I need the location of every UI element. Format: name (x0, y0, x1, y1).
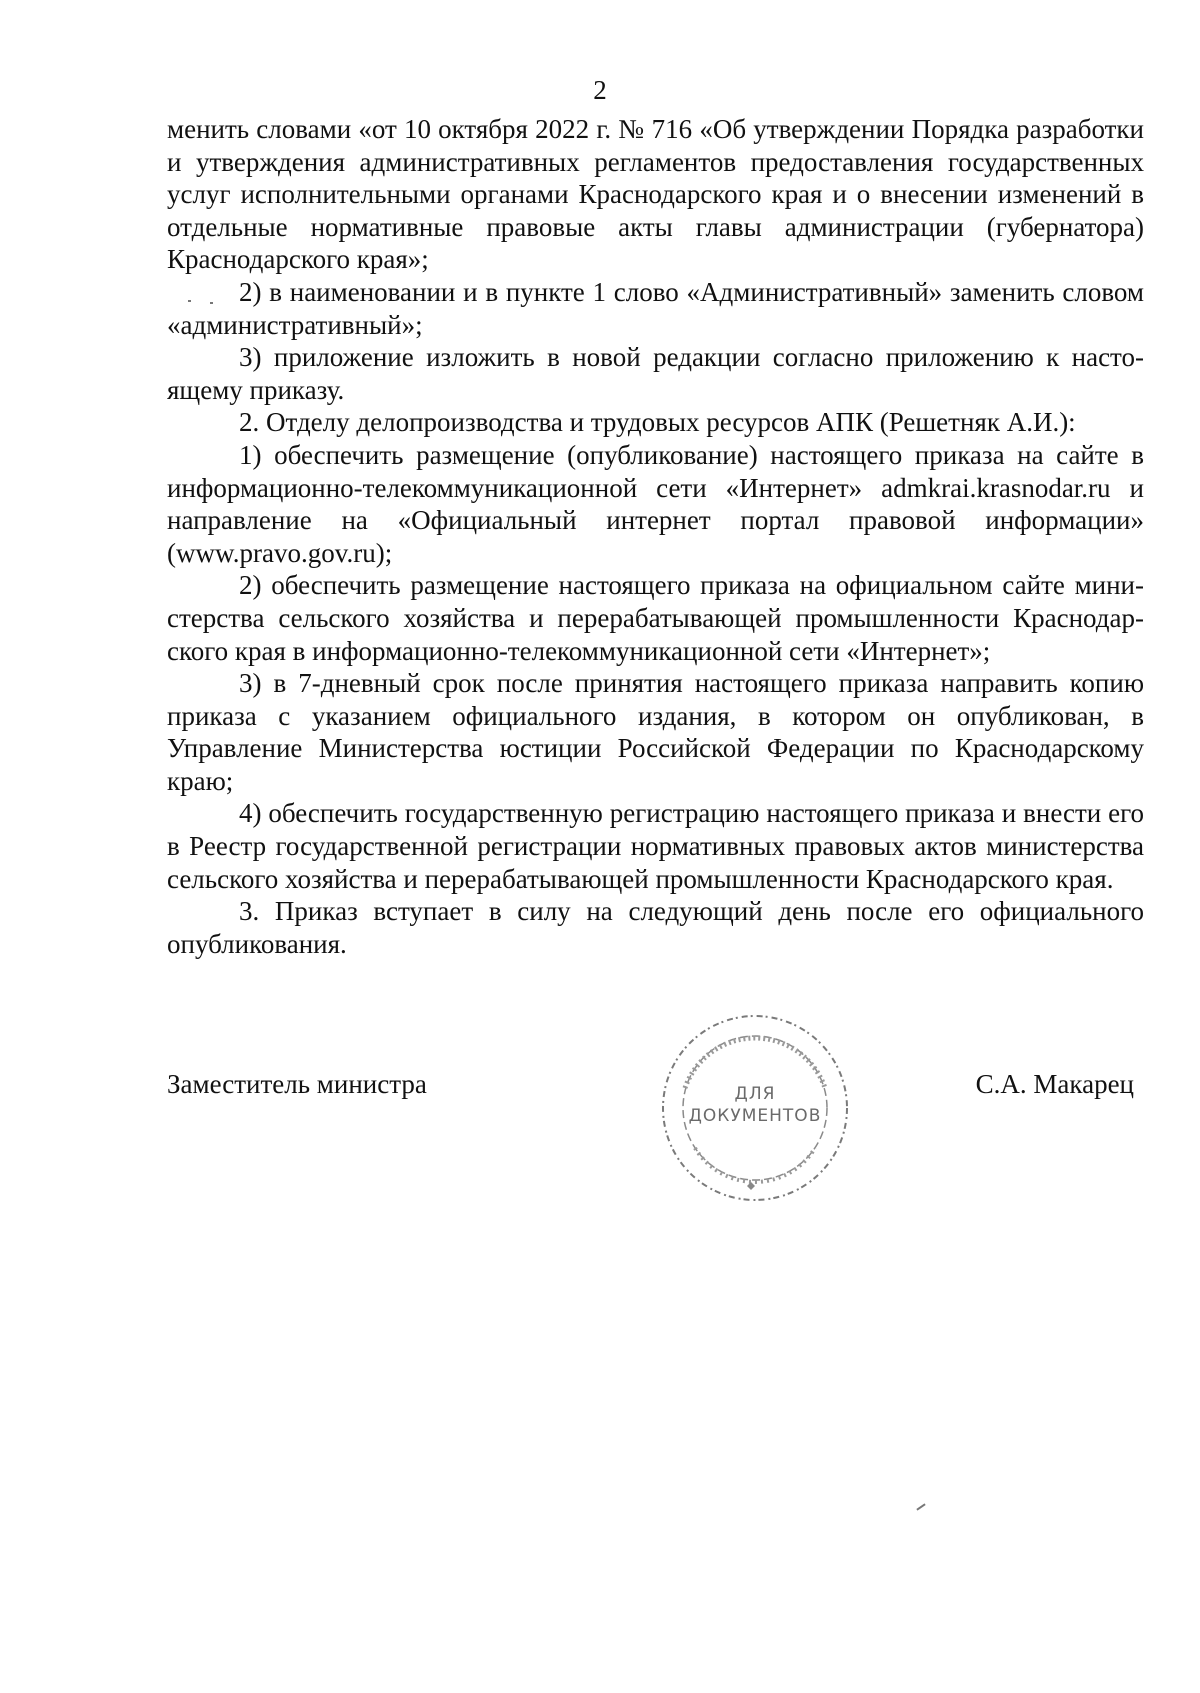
stamp-line-1: ДЛЯ (734, 1084, 776, 1104)
paragraph-section-3: 3. Приказ вступает в силу на следующий день после его официального опубликования. (167, 896, 1144, 959)
page-number: 2 (593, 75, 607, 105)
paragraph-continuation: менить словами «от 10 октября 2022 г. № 716 «Об утверждении Порядка разработки и утверждения административных регламентов предоставления государственных услуг исполнительными органами Краснодарского края и о внесении изменений в отдельные нормативные правовые акты главы администрации (губернатора) Краснодарского края»; (167, 114, 1144, 275)
paragraph-section-2: 2. Отделу делопроизводства и трудовых ресурсов АПК (Решетняк А.И.): (239, 407, 1076, 438)
stamp-line-2: ДОКУМЕНТОВ (688, 1106, 822, 1126)
paragraph-item-2-1: 1) обеспечить размещение (опубликование) настоящего приказа на сайте в информационно-телекоммуникационной сети «Интернет» admkrai.krasnodar.ru и направление на «Официальный интернет портал правовой информации» (www.pravo.gov.ru); (167, 439, 1144, 568)
paragraph-item-1-2: 2) в наименовании и в пункте 1 слово «Административный» заменить словом «административный»; (167, 276, 1144, 340)
official-stamp (655, 1008, 855, 1208)
scan-speck (188, 300, 191, 302)
paragraph-item-2-4: 4) обеспечить государственную регистрацию настоящего приказа и внести его в Реестр государственной регистрации нормативных правовых актов министерства сельского хозяйства и перерабатывающей промышленности Краснодарского края. (167, 798, 1144, 894)
paragraph-item-2-2: 2) обеспечить размещение настоящего приказа на официальном сайте министерства сельского хозяйства и перерабатывающей промышленности Краснодарского края в информационно-телекоммуникационной сети «Интернет»; (167, 570, 1144, 666)
scan-speck (916, 1503, 925, 1510)
paragraph-item-1-3: 3) приложение изложить в новой редакции согласно приложению к настоящему приказу. (167, 342, 1144, 405)
scan-speck (210, 302, 213, 304)
document-body (167, 113, 1144, 960)
paragraph-item-2-3: 3) в 7-дневный срок после принятия настоящего приказа направить копию приказа с указанием официального издания, в котором он опубликован, в Управление Министерства юстиции Российской Федерации по Краснодарскому краю; (167, 668, 1144, 796)
signer-name: С.А. Макарец (975, 1069, 1134, 1099)
signer-title: Заместитель министра (167, 1069, 427, 1099)
